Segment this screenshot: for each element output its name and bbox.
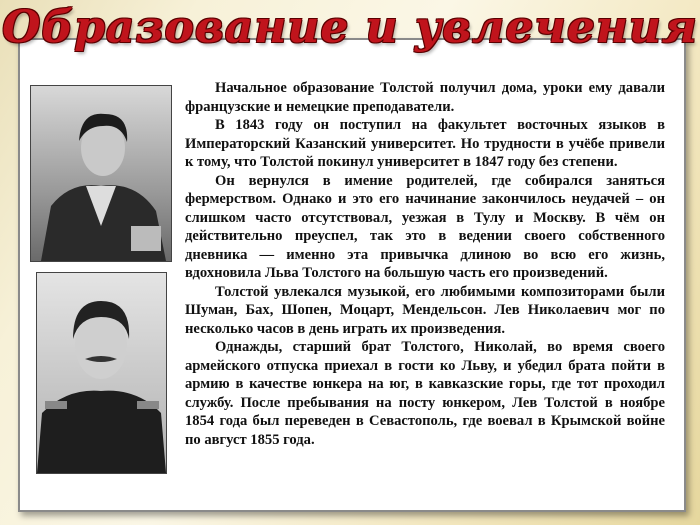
portrait-tolstoy-in-uniform-icon bbox=[37, 273, 166, 473]
paragraph-estate-diary: Он вернулся в имение родителей, где собирался заняться фермерством. Однако и это его начинание закончилось неудачей – он слишком часто отсутствовал, уезжая в Тулу и Москву. В чём он действительно преуспел, так это в ведении своего собственного дневника — именно эта привычка длиною во всю его жизнь, вдохновила Льва Толстого на большую часть его произведений. bbox=[185, 172, 665, 281]
paragraph-university: В 1843 году он поступил на факультет восточных языков в Императорский Казанский университет. Но трудности в учёбе привели к тому, что Толстой покинул университет в 1847 году без степени. bbox=[185, 117, 665, 170]
portrait-photo-young bbox=[30, 85, 172, 262]
portrait-photo-uniform bbox=[36, 272, 167, 474]
paragraph-education: Начальное образование Толстой получил дома, уроки ему давали французские и немецкие преподаватели. bbox=[185, 80, 665, 115]
body-text bbox=[185, 79, 665, 449]
paragraph-army: Однажды, старший брат Толстого, Николай, во время своего армейского отпуска приехал в гости ко Льву, и убедил брата пойти в армию в качестве юнкера на юг, в кавказские горы, где тот проходил службу. После пребывания на посту юнкером, Лев Толстой в ноябре 1854 года был переведен в Севастополь, где воевал в Крымской войне по август 1855 года. bbox=[185, 339, 665, 448]
portrait-young-tolstoy-icon bbox=[31, 86, 171, 261]
slide-title: Образование и увлечения bbox=[2, 2, 698, 53]
paragraph-music: Толстой увлекался музыкой, его любимыми композиторами были Шуман, Бах, Шопен, Моцарт, Мендельсон. Лев Николаевич мог по несколько часов в день играть их произведения. bbox=[185, 283, 665, 337]
